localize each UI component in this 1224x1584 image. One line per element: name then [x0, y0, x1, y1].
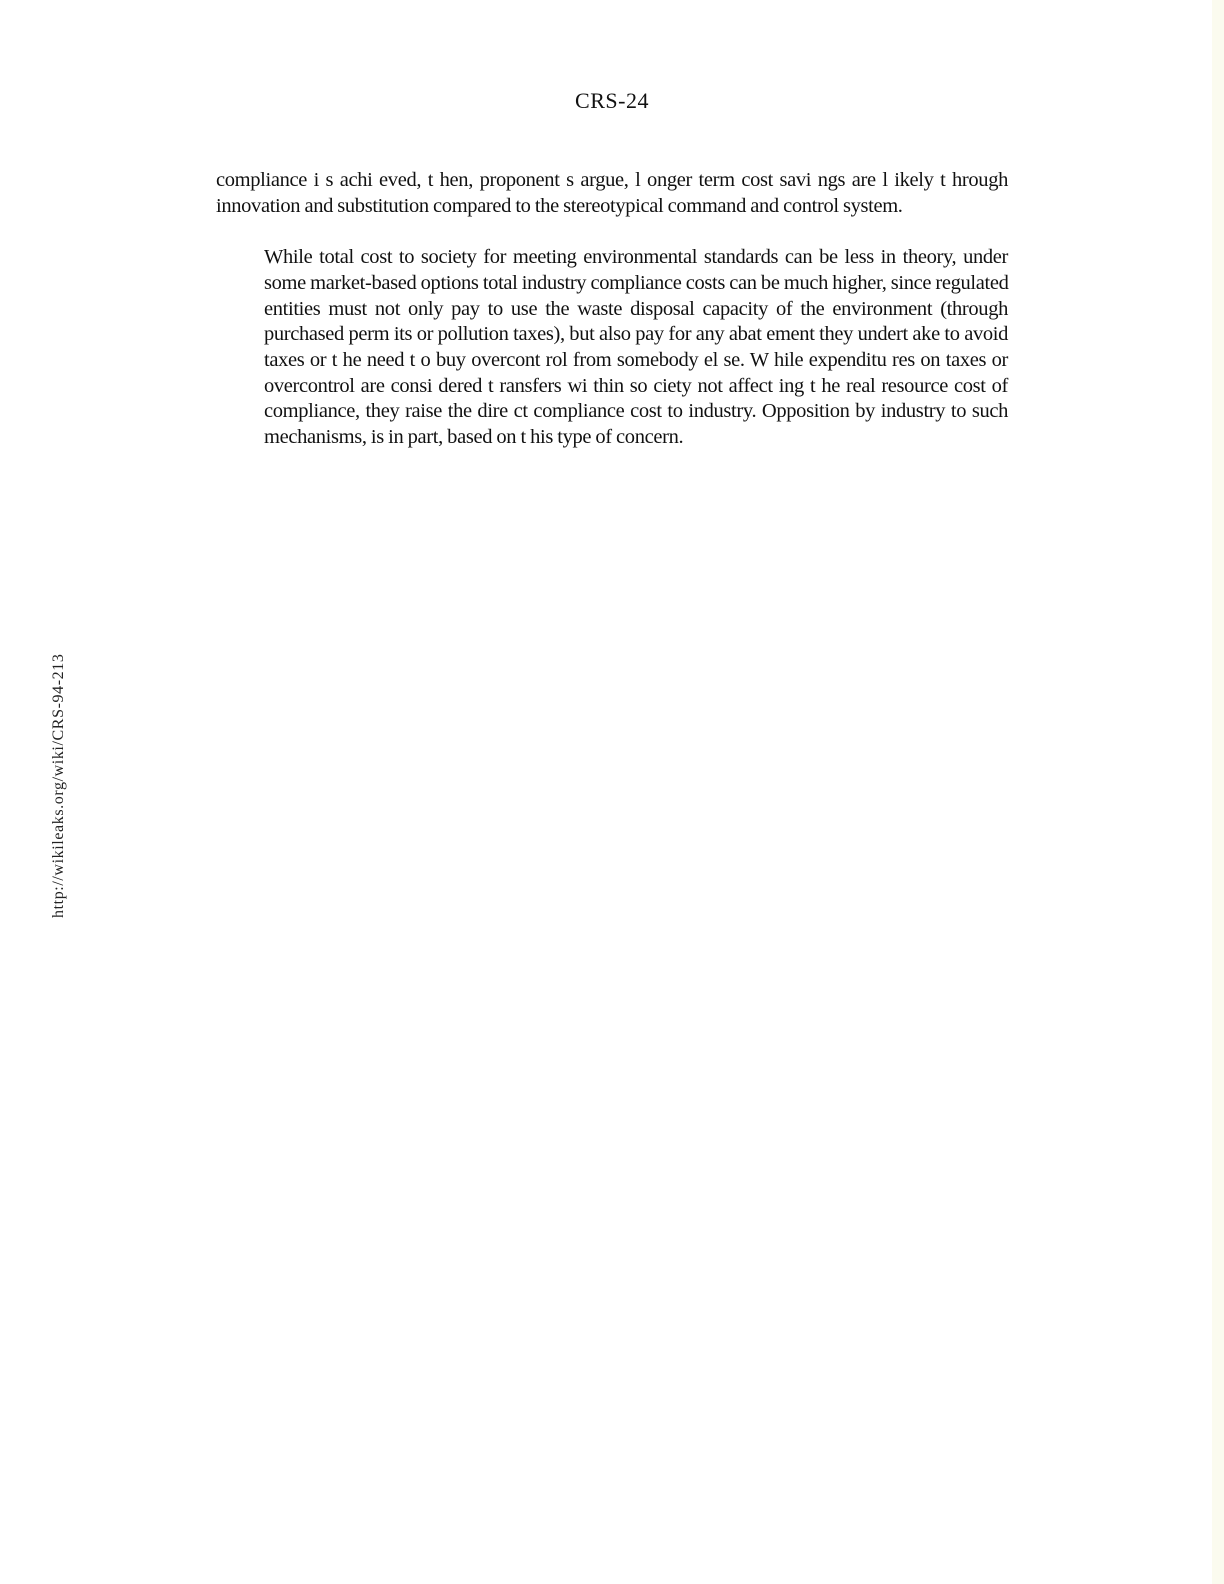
paragraph — [216, 245, 1008, 451]
text-line: some market-based options total industry compliance costs can be much higher, since regulated — [264, 271, 1009, 294]
text-line: compliance i s achi eved, t hen, proponent s argue, l onger term cost savi ngs are l ikely t hrough — [216, 169, 1008, 191]
text-line: compliance, they raise the dire ct compliance cost to industry. Opposition by industry to such — [264, 400, 1008, 423]
text-line: innovation and substitution compared to the stereotypical command and control system. — [216, 194, 903, 217]
text-line: overcontrol are consi dered t ransfers wi thin so ciety not affect ing t he real resource cost of — [264, 374, 1008, 397]
text-line: taxes or t he need t o buy overcont rol from somebody el se. W hile expenditu res on taxes or — [264, 348, 1008, 371]
text-line: While total cost to society for meeting environmental standards can be less in theory, under — [264, 246, 1008, 269]
text-line: entities must not only pay to use the waste disposal capacity of the environment (through — [264, 297, 1008, 320]
page-edge-shading — [1212, 0, 1224, 1584]
page-header: CRS-24 — [575, 88, 649, 113]
text-line: purchased perm its or pollution taxes), but also pay for any abat ement they undert ake to avoid — [264, 323, 1008, 346]
source-url-watermark: http://wikileaks.org/wiki/CRS-94-213 — [50, 653, 67, 918]
text-line: mechanisms, is in part, based on t his type of concern. — [264, 426, 684, 449]
paragraph — [216, 168, 1008, 219]
document-body — [216, 168, 1008, 451]
